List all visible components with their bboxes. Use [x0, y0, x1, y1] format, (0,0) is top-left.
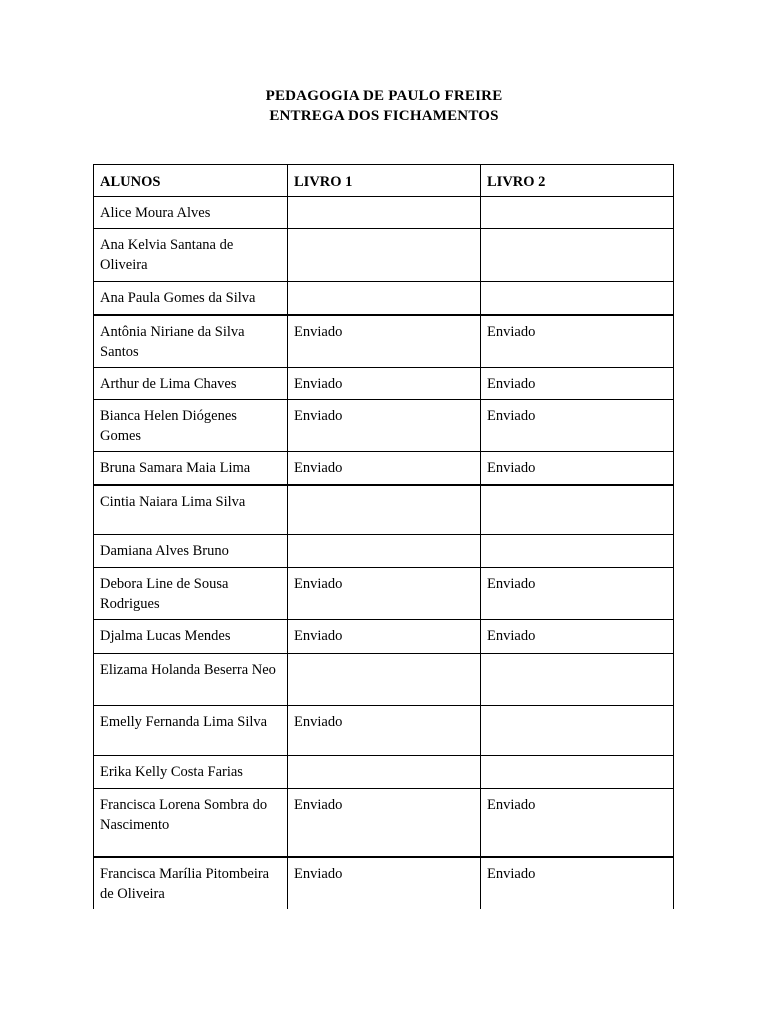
student-name-cell: Bruna Samara Maia Lima [94, 452, 288, 485]
livro2-status-cell [481, 756, 674, 789]
livro1-status-cell: Enviado [288, 857, 481, 909]
livro2-status-cell: Enviado [481, 400, 674, 452]
document-title-line2: ENTREGA DOS FICHAMENTOS [269, 108, 499, 124]
livro1-status-cell [288, 654, 481, 706]
table-row [94, 400, 674, 452]
table-row [94, 452, 674, 485]
table-row [94, 197, 674, 229]
student-name-cell: Emelly Fernanda Lima Silva [94, 706, 288, 756]
document-header [0, 86, 768, 126]
student-name-cell: Debora Line de Sousa Rodrigues [94, 568, 288, 620]
table-row [94, 756, 674, 789]
livro2-status-cell [481, 654, 674, 706]
document-title-line1: PEDAGOGIA DE PAULO FREIRE [265, 88, 503, 104]
livro2-status-cell [481, 282, 674, 315]
livro2-status-cell: Enviado [481, 315, 674, 368]
livro2-status-cell: Enviado [481, 568, 674, 620]
livro1-status-cell [288, 485, 481, 535]
table-row [94, 485, 674, 535]
table-row [94, 282, 674, 315]
livro2-status-cell: Enviado [481, 620, 674, 654]
livro1-status-cell: Enviado [288, 452, 481, 485]
column-header-livro1: LIVRO 1 [288, 165, 481, 197]
student-name-cell: Bianca Helen Diógenes Gomes [94, 400, 288, 452]
student-name-cell: Djalma Lucas Mendes [94, 620, 288, 654]
livro1-status-cell [288, 535, 481, 568]
livro1-status-cell [288, 756, 481, 789]
table-row [94, 857, 674, 909]
livro1-status-cell: Enviado [288, 568, 481, 620]
student-name-cell: Antônia Niriane da Silva Santos [94, 315, 288, 368]
table-row [94, 620, 674, 654]
student-name-cell: Damiana Alves Bruno [94, 535, 288, 568]
livro2-status-cell [481, 229, 674, 282]
table-row [94, 229, 674, 282]
table-row [94, 315, 674, 368]
table-row [94, 568, 674, 620]
livro2-status-cell [481, 706, 674, 756]
table-row [94, 654, 674, 706]
student-name-cell: Ana Paula Gomes da Silva [94, 282, 288, 315]
livro1-status-cell: Enviado [288, 789, 481, 857]
table-row [94, 535, 674, 568]
livro1-status-cell: Enviado [288, 368, 481, 400]
student-name-cell: Ana Kelvia Santana de Oliveira [94, 229, 288, 282]
table-row [94, 368, 674, 400]
livro1-status-cell [288, 282, 481, 315]
column-header-alunos: ALUNOS [94, 165, 288, 197]
livro1-status-cell: Enviado [288, 315, 481, 368]
table-row [94, 706, 674, 756]
student-name-cell: Cintia Naiara Lima Silva [94, 485, 288, 535]
livro1-status-cell [288, 229, 481, 282]
column-header-livro2: LIVRO 2 [481, 165, 674, 197]
student-name-cell: Francisca Lorena Sombra do Nascimento [94, 789, 288, 857]
livro2-status-cell: Enviado [481, 368, 674, 400]
livro1-status-cell: Enviado [288, 400, 481, 452]
livro2-status-cell [481, 535, 674, 568]
student-name-cell: Arthur de Lima Chaves [94, 368, 288, 400]
student-name-cell: Erika Kelly Costa Farias [94, 756, 288, 789]
livro1-status-cell: Enviado [288, 620, 481, 654]
student-name-cell: Alice Moura Alves [94, 197, 288, 229]
livro2-status-cell [481, 197, 674, 229]
student-name-cell: Elizama Holanda Beserra Neo [94, 654, 288, 706]
livro1-status-cell [288, 197, 481, 229]
student-name-cell: Francisca Marília Pitombeira de Oliveira [94, 857, 288, 909]
livro2-status-cell [481, 485, 674, 535]
livro1-status-cell: Enviado [288, 706, 481, 756]
livro2-status-cell: Enviado [481, 452, 674, 485]
table-row [94, 789, 674, 857]
livro2-status-cell: Enviado [481, 857, 674, 909]
table-header-row [94, 165, 674, 197]
submissions-table [93, 164, 674, 909]
livro2-status-cell: Enviado [481, 789, 674, 857]
